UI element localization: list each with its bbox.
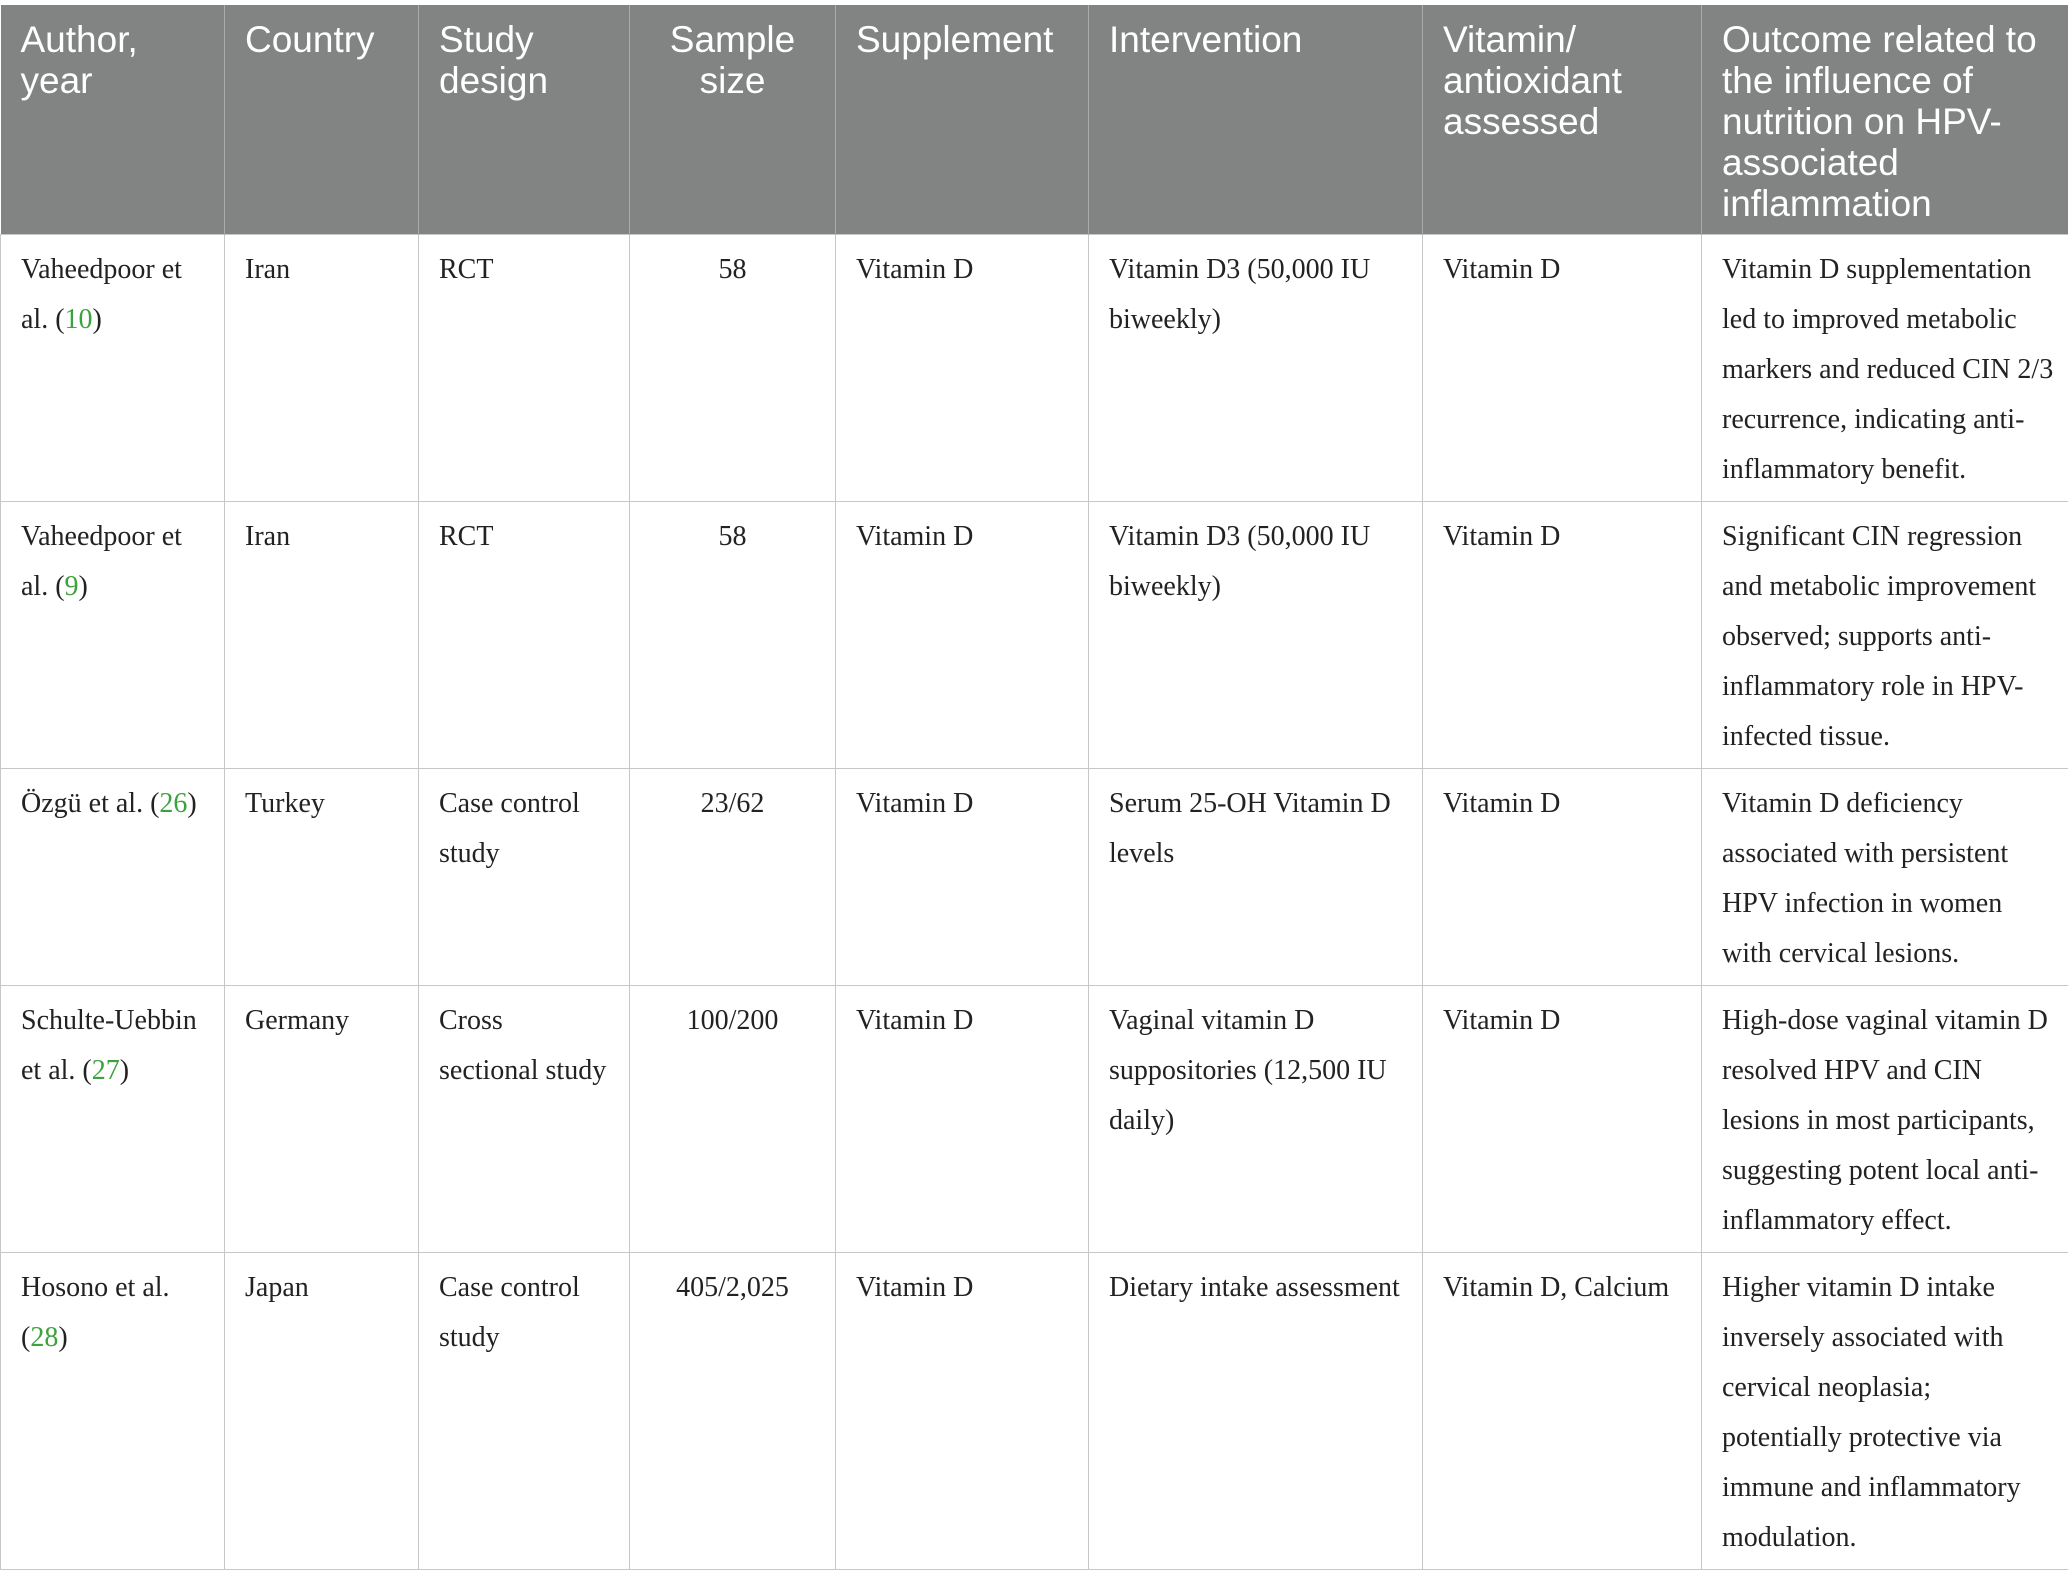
- cell-supplement: Vitamin D: [836, 502, 1089, 769]
- cell-sample: 100/200: [630, 986, 836, 1253]
- table-row: [1, 1253, 2068, 1570]
- cell-author: Vaheedpoor et al. (10): [1, 235, 225, 502]
- table-row: [1, 502, 2068, 769]
- cell-design: RCT: [419, 502, 630, 769]
- cell-outcome: Vitamin D supplementation led to improved metabolic markers and reduced CIN 2/3 recurrence, indicating anti-inflammatory benefit.: [1702, 235, 2068, 502]
- cell-intervention: Vaginal vitamin D suppositories (12,500 IU daily): [1089, 986, 1423, 1253]
- cell-sample: 58: [630, 235, 836, 502]
- header-outcome: Outcome related to the influence of nutrition on HPV-associated inflammation: [1702, 5, 2068, 235]
- cell-supplement: Vitamin D: [836, 986, 1089, 1253]
- cell-country: Iran: [225, 502, 419, 769]
- cell-supplement: Vitamin D: [836, 235, 1089, 502]
- cell-sample: 23/62: [630, 769, 836, 986]
- cell-author: Hosono et al. (28): [1, 1253, 225, 1570]
- cell-design: Case control study: [419, 1253, 630, 1570]
- cell-outcome: Vitamin D deficiency associated with persistent HPV infection in women with cervical lesions.: [1702, 769, 2068, 986]
- reference-link[interactable]: 27: [92, 1055, 120, 1086]
- cell-author: Özgü et al. (26): [1, 769, 225, 986]
- header-country: Country: [225, 5, 419, 235]
- cell-author: Schulte-Uebbin et al. (27): [1, 986, 225, 1253]
- cell-outcome: Higher vitamin D intake inversely associated with cervical neoplasia; potentially protective via immune and inflammatory modulation.: [1702, 1253, 2068, 1570]
- cell-intervention: Serum 25-OH Vitamin D levels: [1089, 769, 1423, 986]
- reference-link[interactable]: 9: [65, 571, 79, 602]
- cell-assessed: Vitamin D: [1423, 769, 1702, 986]
- cell-supplement: Vitamin D: [836, 1253, 1089, 1570]
- header-row: [1, 5, 2068, 235]
- header-sample-size: Sample size: [630, 5, 836, 235]
- studies-table: [0, 5, 2068, 1570]
- cell-assessed: Vitamin D: [1423, 502, 1702, 769]
- cell-supplement: Vitamin D: [836, 769, 1089, 986]
- cell-design: Cross sectional study: [419, 986, 630, 1253]
- cell-assessed: Vitamin D: [1423, 986, 1702, 1253]
- cell-sample: 58: [630, 502, 836, 769]
- cell-author: Vaheedpoor et al. (9): [1, 502, 225, 769]
- table-row: [1, 769, 2068, 986]
- header-intervention: Intervention: [1089, 5, 1423, 235]
- cell-intervention: Vitamin D3 (50,000 IU biweekly): [1089, 235, 1423, 502]
- cell-assessed: Vitamin D, Calcium: [1423, 1253, 1702, 1570]
- cell-country: Turkey: [225, 769, 419, 986]
- cell-country: Iran: [225, 235, 419, 502]
- cell-design: Case control study: [419, 769, 630, 986]
- header-vitamin-assessed: Vitamin/ antioxidant assessed: [1423, 5, 1702, 235]
- cell-outcome: High-dose vaginal vitamin D resolved HPV and CIN lesions in most participants, suggesting potent local anti-inflammatory effect.: [1702, 986, 2068, 1253]
- reference-link[interactable]: 28: [30, 1322, 58, 1353]
- cell-outcome: Significant CIN regression and metabolic improvement observed; supports anti-inflammatory role in HPV-infected tissue.: [1702, 502, 2068, 769]
- header-author: Author, year: [1, 5, 225, 235]
- cell-intervention: Dietary intake assessment: [1089, 1253, 1423, 1570]
- table-row: [1, 235, 2068, 502]
- cell-country: Japan: [225, 1253, 419, 1570]
- cell-design: RCT: [419, 235, 630, 502]
- header-study-design: Study design: [419, 5, 630, 235]
- cell-country: Germany: [225, 986, 419, 1253]
- cell-assessed: Vitamin D: [1423, 235, 1702, 502]
- reference-link[interactable]: 10: [65, 304, 93, 335]
- reference-link[interactable]: 26: [159, 788, 187, 819]
- header-supplement: Supplement: [836, 5, 1089, 235]
- cell-intervention: Vitamin D3 (50,000 IU biweekly): [1089, 502, 1423, 769]
- cell-sample: 405/2,025: [630, 1253, 836, 1570]
- table-row: [1, 986, 2068, 1253]
